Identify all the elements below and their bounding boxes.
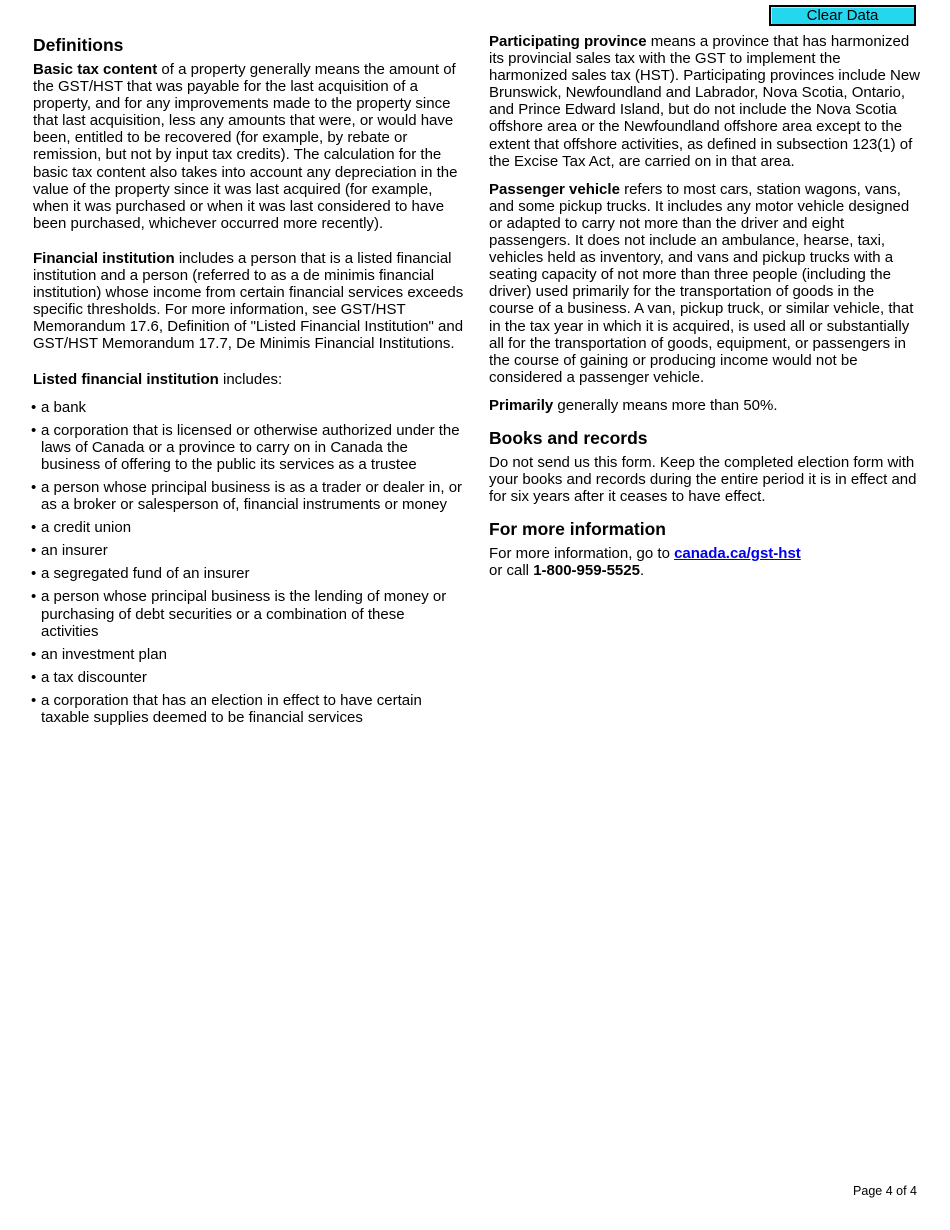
participating-province-definition	[489, 33, 921, 170]
list-item: • a tax discounter	[31, 668, 147, 686]
bullet-icon: •	[31, 478, 37, 496]
books-and-records-heading: Books and records	[489, 427, 648, 448]
basic-tax-content-definition	[33, 61, 465, 232]
list-item: • a segregated fund of an insurer	[31, 565, 250, 583]
phone-number: 1-800-959-5525	[533, 562, 640, 580]
definition-text: refers to most cars, station wagons, vans, and some pickup trucks. It includes any motor vehicle designed or adapted to carry not more than the driver and eight passengers. It does not include an ambulance, hearse, taxi, vehicles held as inventory, and vans and pickup trucks with a seating capacity of not more than three people (including the driver) used primarily for the transportation of goods in the course of a business. A van, pickup truck, or similar vehicle, that in the tax year in which it is acquired, is used all or substantially all for the transportation of goods, equipment, or passengers in the course of gaining or producing income would not be considered a passenger vehicle.	[489, 180, 914, 386]
definitions-heading: Definitions	[33, 35, 124, 55]
term: Financial institution	[33, 249, 175, 267]
right-column	[489, 33, 921, 590]
list-item: • an insurer	[31, 542, 108, 560]
bullet-icon: •	[31, 542, 37, 560]
definition-text: means a province that has harmonized its provincial sales tax with the GST to implement the harmonized sales tax (HST). Participating provinces include New Brunswick, Newfoundland and Labrador, Nova Scotia, Ontario, and Prince Edward Island, but do not include the Nova Scotia offshore area or the Newfoundland offshore area except to the extent that offshore activities, as defined in subsection 123(1) of the Excise Tax Act, are carried on in that area.	[489, 33, 921, 170]
list-item: • a corporation that has an election in effect to have certain taxable supplies deemed to be financial services	[31, 691, 422, 726]
gst-hst-link[interactable]: canada.ca/gst-hst	[674, 545, 801, 563]
definition-text: of a property generally means the amount of the GST/HST that was payable for the last acquisition of a property, and for any improvements made to the property since that last acquisition, less any amounts that were, or would have been, entitled to be recovered (for example, by rebate or remission, but not by input tax credits). The calculation for the basic tax content also takes into account any depreciation in the value of the property since it was last acquired (for example, when it was purchased or when it was last considered to have been purchased, whichever occurred more recently).	[33, 61, 458, 232]
term: Primarily	[489, 396, 554, 414]
list-item: • a person whose principal business is the lending of money or purchasing of debt securities or a combination of these activities	[31, 588, 447, 640]
primarily-definition	[489, 397, 921, 414]
bullet-icon: •	[31, 421, 37, 439]
financial-institution-definition	[33, 250, 465, 353]
passenger-vehicle-definition	[489, 181, 921, 386]
page-number: Page 4 of 4	[853, 1184, 917, 1198]
list-item: • a bank	[31, 398, 87, 416]
books-and-records-text: Do not send us this form. Keep the completed election form with your books and records during the entire period it is in effect and for six years after it ceases to have effect.	[489, 453, 917, 506]
definition-text: includes:	[218, 370, 283, 388]
term: Basic tax content	[33, 61, 158, 78]
list-item: • a credit union	[31, 519, 132, 537]
bullet-icon: •	[31, 691, 37, 709]
more-info-text: For more information, go to canada.ca/gst-hst or call 1-800-959-5525.	[489, 545, 801, 580]
bullet-icon: •	[31, 565, 37, 583]
term: Passenger vehicle	[489, 180, 620, 198]
term: Participating province	[489, 33, 647, 50]
term: Listed financial institution	[33, 370, 219, 388]
more-info-heading: For more information	[489, 519, 666, 540]
clear-data-button[interactable]: Clear Data	[769, 5, 916, 26]
left-column	[33, 33, 465, 732]
list-item: • an investment plan	[31, 645, 167, 663]
bullet-icon: •	[31, 588, 37, 606]
bullet-icon: •	[31, 398, 37, 416]
list-item: • a person whose principal business is as a trader or dealer in, or as a broker or salesperson of, financial instruments or money	[31, 478, 463, 514]
list-item: • a corporation that is licensed or otherwise authorized under the laws of Canada or a province to carry on in Canada the business of offering to the public its services as a trustee	[31, 421, 460, 473]
bullet-icon: •	[31, 519, 37, 537]
definition-text: generally means more than 50%.	[553, 396, 778, 414]
bullet-icon: •	[31, 668, 37, 686]
definition-text: includes a person that is a listed financial institution and a person (referred to as a de minimis financial institution) whose income from certain financial services exceeds specific thresholds. For more information, see GST/HST Memorandum 17.6, Definition of "Listed Financial Institution" and GST/HST Memorandum 17.7, De Minimis Financial Institutions.	[33, 249, 464, 353]
listed-financial-institution-definition	[33, 371, 465, 388]
listed-financial-institution-list	[33, 399, 465, 727]
bullet-icon: •	[31, 645, 37, 663]
